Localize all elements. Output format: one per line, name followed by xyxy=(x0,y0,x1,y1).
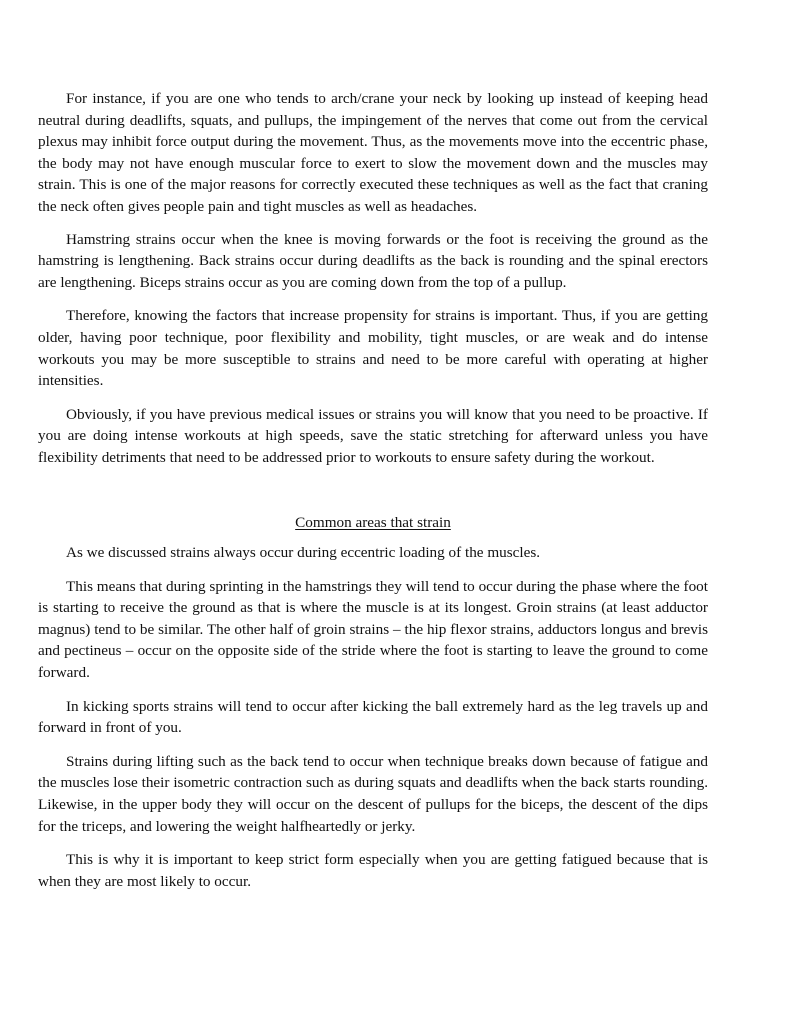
section-heading: Common areas that strain xyxy=(295,513,451,531)
paragraph-neck-posture: For instance, if you are one who tends to arch/crane your neck by looking up instead of keeping head neutral during deadlifts, squats, and pullups, the impingement of the nerves that come out from the cervical plexus may inhibit force output during the movement. Thus, as the movements move into the eccentric phase, the body may not have enough muscular force to exert to slow the movement down and the muscles may strain. This is one of the major reasons for correctly executed these techniques as well as the fact that craning the neck often gives people pain and tight muscles as well as headaches. xyxy=(38,90,708,215)
section-heading-container xyxy=(38,512,708,534)
paragraph-strain-types: Hamstring strains occur when the knee is moving forwards or the foot is receiving the ground as the hamstring is lengthening. Back strains occur during deadlifts as the back is rounding and the spinal erectors are lengthening. Biceps strains occur as you are coming down from the top of a pullup. xyxy=(38,230,708,291)
paragraph-kicking-sports: In kicking sports strains will tend to occur after kicking the ball extremely hard as the leg travels up and forward in front of you. xyxy=(38,697,708,737)
paragraph-eccentric-loading: As we discussed strains always occur during eccentric loading of the muscles. xyxy=(66,544,541,562)
paragraph-sprinting-groin: This means that during sprinting in the hamstrings they will tend to occur during the phase where the foot is starting to receive the ground as that is where the muscle is at its longest. Groin strains (at least adductor magnus) tend to be similar. The other half of groin strains – the hip flexor strains, adductors longus and brevis and pectineus – occur on the opposite side of the stride where the foot is starting to leave the ground to come forward. xyxy=(38,577,708,682)
paragraph-lifting-strains: Strains during lifting such as the back tend to occur when technique breaks down because of fatigue and the muscles lose their isometric contraction such as during squats and deadlifts when the back starts rounding. Likewise, in the upper body they will occur on the descent of pullups for the biceps, the descent of the dips for the triceps, and lowering the weight halfheartedly or jerky. xyxy=(38,752,708,835)
paragraph-risk-factors: Therefore, knowing the factors that increase propensity for strains is important. Thus, if you are getting older, having poor technique, poor flexibility and mobility, tight muscles, or are weak and do intense workouts you may be more susceptible to strains and need to be more careful with operating at higher intensities. xyxy=(38,307,708,390)
document-page xyxy=(38,88,708,904)
paragraph-prevention: Obviously, if you have previous medical issues or strains you will know that you need to be proactive. If you are doing intense workouts at high speeds, save the static stretching for afterward unless you have flexibility detriments that need to be addressed prior to workouts to ensure safety during the workout. xyxy=(38,405,708,466)
paragraph-strict-form: This is why it is important to keep strict form especially when you are getting fatigued because that is when they are most likely to occur. xyxy=(38,851,708,890)
